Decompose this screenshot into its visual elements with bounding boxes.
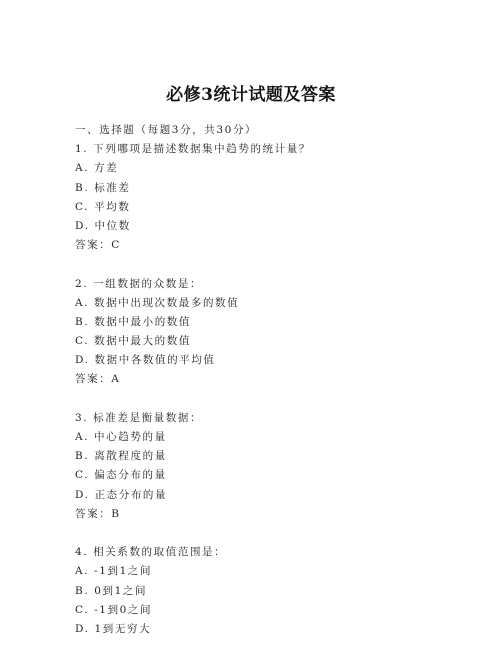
question-block <box>75 543 475 639</box>
question-stem: 2. 一组数据的众数是： <box>75 277 203 290</box>
question-stem: 3. 标准差是衡量数据： <box>75 411 203 424</box>
option-a: A. -1到1之间 <box>75 565 153 578</box>
option-a: A. 数据中出现次数最多的数值 <box>75 296 240 309</box>
option-c: C. -1到0之间 <box>75 603 153 616</box>
option-a: A. 方差 <box>75 162 119 175</box>
question-block <box>75 409 475 524</box>
option-b: B. 数据中最小的数值 <box>75 315 191 328</box>
document-body <box>75 121 475 639</box>
answer-line: 答案：A <box>75 373 121 386</box>
document-title: 必修3统计试题及答案 <box>166 85 336 105</box>
question-block <box>75 140 475 255</box>
option-d: D. 数据中各数值的平均值 <box>75 354 216 367</box>
option-d: D. 1到无穷大 <box>75 622 152 635</box>
spacer <box>75 255 475 274</box>
answer-line: 答案：C <box>75 239 121 252</box>
option-d: D. 正态分布的量 <box>75 488 168 501</box>
option-c: C. 平均数 <box>75 200 131 213</box>
option-b: B. 标准差 <box>75 181 131 194</box>
answer-line: 答案：B <box>75 507 121 520</box>
option-b: B. 离散程度的量 <box>75 450 167 463</box>
section-heading: 一、选择题（每题3分，共30分） <box>75 124 258 136</box>
question-stem: 1. 下列哪项是描述数据集中趋势的统计量？ <box>75 143 311 156</box>
spacer <box>75 524 475 543</box>
option-a: A. 中心趋势的量 <box>75 431 167 443</box>
spacer <box>75 390 475 409</box>
option-d: D. 中位数 <box>75 219 131 232</box>
option-b: B. 0到1之间 <box>75 584 148 597</box>
question-stem: 4. 相关系数的取值范围是： <box>75 546 227 559</box>
question-block <box>75 275 475 390</box>
option-c: C. 偏态分布的量 <box>75 469 167 482</box>
option-c: C. 数据中最大的数值 <box>75 335 191 348</box>
